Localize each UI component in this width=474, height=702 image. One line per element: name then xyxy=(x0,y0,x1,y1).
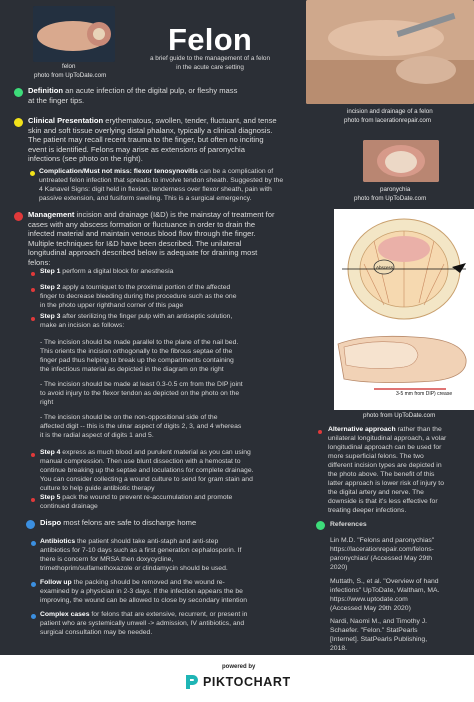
felon-photo-label: felon xyxy=(62,63,76,70)
felon-photo-credit: photo from UpToDate.com xyxy=(34,72,107,79)
step3-para1-4: the infectious material as depicted in the diagram on the right xyxy=(40,366,224,373)
step3-para3-3: it is the radial aspect of digits 1 and 5. xyxy=(40,432,154,439)
reference-2-line-1: Muttath, S., et al. "Overview of hand xyxy=(330,578,439,585)
step3-para2-1: - The incision should be made at least 0.3-0.5 cm from the DIP joint xyxy=(40,381,243,388)
step5-label: Step 5 xyxy=(40,494,61,501)
step3-para3-2: affected digit -- this is the ulnar aspect of digits 2, 3, and 4 whereas xyxy=(40,423,242,430)
alternative-text-9: downside is that it's less effective for xyxy=(328,498,438,505)
step3-text-1: after sterilizing the finger pulp with an antiseptic solution, xyxy=(62,313,233,320)
incision-diagram xyxy=(334,209,474,410)
step5-line-1 xyxy=(40,494,232,502)
clinical-text-4: event is identified. Felons may arise as extensions of paronychia xyxy=(28,144,245,154)
complication-text-2: untreated felon infection that spreads to involve tendon sheath. Suggested by the xyxy=(39,177,284,184)
step1-text: perform a digital block for anesthesia xyxy=(62,268,174,275)
complex-bullet xyxy=(31,614,36,619)
alternative-line-1 xyxy=(328,426,442,434)
followup-text-1: the packing should be removed and the wound re- xyxy=(73,579,225,586)
antibiotics-text-1: the patient should take anti-staph and anti-step xyxy=(77,538,219,545)
management-text-3: infected material and maintain venous blood flow through the finger. xyxy=(28,229,256,238)
definition-line-1 xyxy=(28,86,338,95)
dip-crease-label: 3-5 mm from DIP) crease xyxy=(396,391,453,397)
definition-bullet xyxy=(14,88,23,97)
management-text-6: felons: xyxy=(28,257,51,267)
step5-text-2: continued drainage xyxy=(40,503,98,510)
step3-para1-2: This orients the incision orthogonally to the fibrous septae of the xyxy=(40,348,233,355)
alternative-heading: Alternative approach xyxy=(328,426,396,433)
step4-label: Step 4 xyxy=(40,449,61,456)
dispo-line xyxy=(40,518,196,527)
alternative-text-1: rather than the xyxy=(397,426,442,433)
clinical-text-5: infections (see photo on the right). xyxy=(28,154,143,163)
subtitle-line-2: in the acute care setting xyxy=(176,64,244,71)
clinical-text-3: The patient may recall recent trauma to the finger, but often no inciting xyxy=(28,135,264,144)
step4-text-2: manual compression. Then use blunt dissection with a hemostat to xyxy=(40,458,241,465)
piktochart-brand[interactable]: PIKTOCHART xyxy=(203,675,291,689)
step2-label: Step 2 xyxy=(40,284,61,291)
footer xyxy=(0,655,474,702)
management-heading: Management xyxy=(28,210,75,219)
alternative-text-4: more superficial felons. The two xyxy=(328,453,424,460)
management-text-2: cases with any abscess formation or fluctuance in order to drain the xyxy=(28,219,256,229)
step5-bullet xyxy=(31,498,35,502)
alternative-bullet xyxy=(318,430,322,434)
references-bullet xyxy=(316,521,325,530)
followup-text-3: improving, the wound can be allowed to close by secondary intention xyxy=(40,597,248,604)
subtitle-line-1: a brief guide to the management of a felon xyxy=(149,55,271,62)
alternative-text-5: different incision types are depicted in xyxy=(328,462,442,469)
step3-para1-1: - The incision should be made parallel to the plane of the nail bed. xyxy=(40,339,239,346)
page-title: Felon xyxy=(168,22,253,57)
complex-text-2: patient who are systemically unwell -> admission, IV antibiotics, and xyxy=(40,620,245,627)
reference-1-line-3: paronychias/ (Accessed May 29th xyxy=(330,555,433,562)
step3-label: Step 3 xyxy=(40,313,61,320)
alternative-text-8: the digital artery and nerve. The xyxy=(328,489,424,496)
step3-para3-1: - The incision should be on the non-oppositional side of the xyxy=(40,414,218,421)
abscess-label: Abscess xyxy=(376,265,394,270)
complex-text-1: for felons that are extensive, recurrent, or present in xyxy=(91,611,248,618)
step2-text-1: apply a tourniquet to the proximal portion of the affected xyxy=(62,284,231,291)
reference-1-line-2: https://lacerationrepair.com/felons- xyxy=(330,546,434,553)
felon-photo xyxy=(33,6,115,62)
followup-bullet xyxy=(31,582,36,587)
step5-text-1: pack the wound to prevent re-accumulation and promote xyxy=(62,494,233,501)
reference-3-line-2: Schaefer. "Felon." StatPearls xyxy=(330,627,418,634)
reference-3-line-4: 2018. xyxy=(330,645,348,652)
antibiotics-text-3: there is concern for MRSA then doxycycline, xyxy=(40,556,174,563)
antibiotics-label: Antibiotics xyxy=(40,538,76,545)
paronychia-label: paronychia xyxy=(380,186,411,193)
step1-label: Step 1 xyxy=(40,268,61,275)
management-text-4: Multiple techniques for I&D have been described. The unilateral xyxy=(28,238,242,248)
followup-text-2: examined by a physician in 2-3 days. If the infection appears the be xyxy=(40,588,243,595)
complication-text-1: can be a complication of xyxy=(199,168,274,175)
step2-text-3: in the photo upper righthand corner of this page xyxy=(40,302,184,309)
step4-bullet xyxy=(31,453,35,457)
complication-bullet xyxy=(30,171,35,176)
incision-photo-credit: photo from lacerationrepair.com xyxy=(344,117,432,124)
alternative-text-3: longitudinal approach can be used for xyxy=(328,444,442,451)
management-text-1: incision and drainage (I&D) is the mainstay of treatment for xyxy=(76,210,275,219)
followup-line-1 xyxy=(40,579,225,587)
incision-photo-caption: incision and drainage of a felon xyxy=(347,108,433,115)
piktochart-logo-icon[interactable] xyxy=(183,674,199,690)
step4-text-5: culture to help guide antibiotic therapy xyxy=(40,485,155,492)
step1-line xyxy=(40,268,173,276)
management-line-1 xyxy=(28,210,275,219)
step2-bullet xyxy=(31,288,35,292)
definition-text-1: an acute infection of the digital pulp, or fleshy mass xyxy=(65,86,238,95)
reference-1-line-4: 2020) xyxy=(330,564,348,571)
step2-text-2: finger to decrease bleeding during the procedure such as the one xyxy=(40,293,237,300)
management-text-5: longitudinal approach described below is adequate for draining most xyxy=(28,248,258,257)
antibiotics-bullet xyxy=(31,541,36,546)
clinical-heading: Clinical Presentation xyxy=(28,116,104,125)
step3-line-1 xyxy=(40,313,232,321)
clinical-text-2: skin and soft tissue overlying distal phalanx, typically a clinical diagnosis. xyxy=(28,125,273,135)
alternative-text-6: the photo above. The benefit of this xyxy=(328,471,435,478)
dispo-text: most felons are safe to discharge home xyxy=(63,518,197,527)
step3-text-2: make an incision as follows: xyxy=(40,322,125,329)
step4-text-4: You can consider collecting a wound culture to send for gram stain and xyxy=(40,476,253,483)
alternative-text-2: unilateral longitudinal approach, a volar xyxy=(328,435,447,442)
complication-text-4: passive extension, and fusiform swelling. This is a surgical emergency. xyxy=(39,195,252,202)
clinical-bullet xyxy=(14,118,23,127)
reference-1-line-1: Lin M.D. "Felons and paronychias" xyxy=(330,537,435,544)
complication-line-1 xyxy=(39,168,273,176)
paronychia-credit: photo from UpToDate.com xyxy=(354,195,427,202)
step4-line-1 xyxy=(40,449,251,457)
dispo-heading: Dispo xyxy=(40,518,62,527)
reference-2-line-4: (Accessed May 29th 2020) xyxy=(330,605,411,612)
step4-text-1: express as much blood and purulent material as you can using xyxy=(62,449,251,456)
complication-heading: Complication/Must not miss: flexor tenosynovitis xyxy=(39,168,198,175)
finger-cross-section-diagram xyxy=(334,209,474,410)
diagram-credit: photo from UpToDate.com xyxy=(363,412,436,419)
felon-finger-image xyxy=(33,6,115,62)
antibiotics-text-2: antibiotics for 7-10 days such as a first generation cephalosporin. If xyxy=(40,547,242,554)
reference-2-line-2: infections" UpToDate, Waltham, MA. xyxy=(330,587,440,594)
management-bullet xyxy=(14,212,23,221)
paronychia-image xyxy=(363,140,439,182)
alternative-text-7: latter approach is lower risk of injury to xyxy=(328,480,444,487)
reference-3-line-1: Nardi, Naomi M., and Timothy J. xyxy=(330,618,428,625)
complex-line-1 xyxy=(40,611,247,619)
complex-label: Complex cases xyxy=(40,611,90,618)
references-heading: References xyxy=(330,521,367,528)
step3-para2-3: right xyxy=(40,399,54,406)
clinical-line-1 xyxy=(28,116,277,125)
step3-bullet xyxy=(31,317,35,321)
paronychia-photo xyxy=(363,140,439,182)
step3-para1-3: finger pad thus helping to break up the compartments containing xyxy=(40,357,234,364)
reference-2-line-3: https://www.uptodate.com xyxy=(330,596,408,603)
complication-text-3: 4 Kanavel Signs: digit held in flexion, tenderness over flexor sheath, pain with xyxy=(39,186,272,193)
antibiotics-line-1 xyxy=(40,538,218,546)
step4-text-3: continue breaking up the septae and loculations for complete drainage. xyxy=(40,467,254,474)
clinical-text-1: erythematous, swollen, tender, fluctuant, and tense xyxy=(105,116,277,125)
alternative-text-10: treating deeper infections. xyxy=(328,507,407,514)
followup-label: Follow up xyxy=(40,579,72,586)
reference-3-line-3: [Internet]. StatPearls Publishing, xyxy=(330,636,428,643)
step1-bullet xyxy=(31,272,35,276)
dispo-bullet xyxy=(26,520,35,529)
step3-para2-2: to avoid injury to the flexor tendon as depicted on the photo on the xyxy=(40,390,240,397)
definition-text-2: at the finger tips. xyxy=(28,96,85,105)
complex-text-3: surgical consultation may be needed. xyxy=(40,629,153,636)
definition-heading: Definition xyxy=(28,86,64,95)
step2-line-1 xyxy=(40,284,230,292)
powered-by-text: powered by xyxy=(222,664,256,670)
antibiotics-text-4: trimethoprim/sulfamethoxazole or clindamycin should be used. xyxy=(40,565,228,572)
